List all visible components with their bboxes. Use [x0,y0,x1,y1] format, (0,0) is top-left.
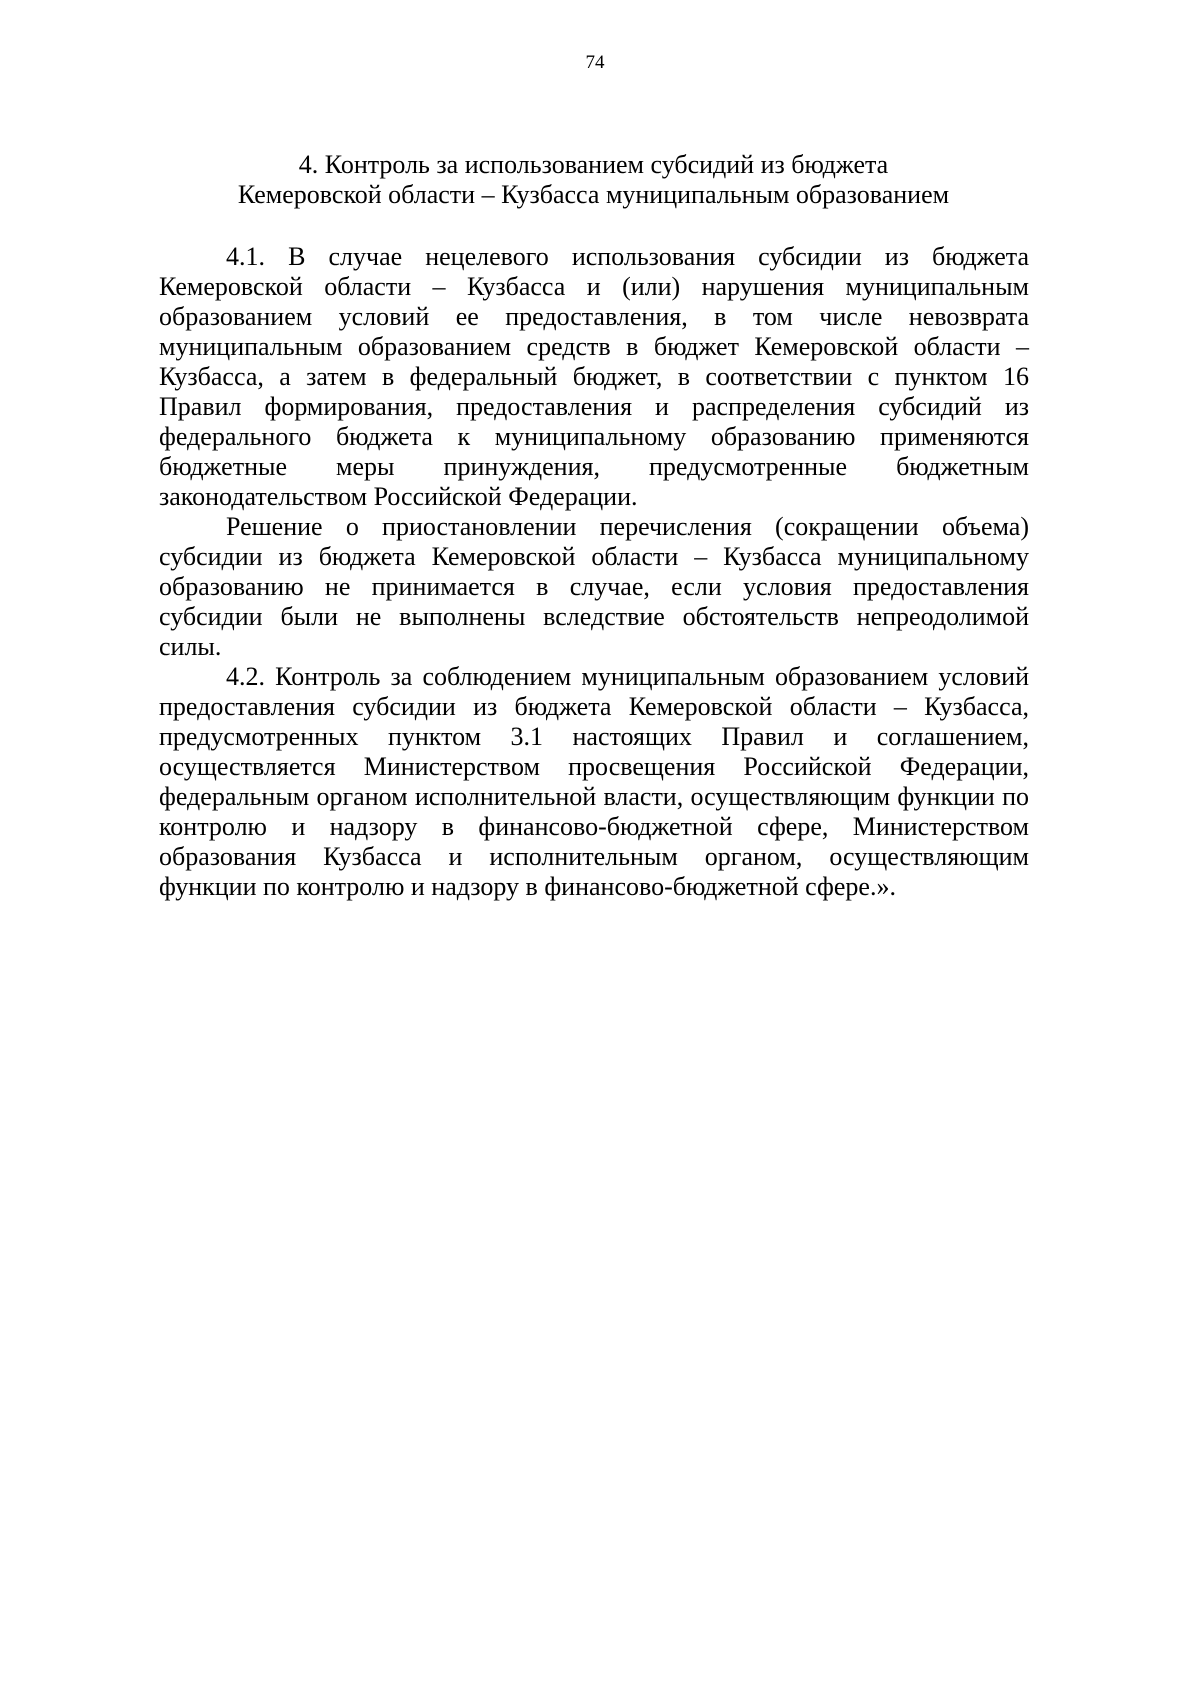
page-number: 74 [585,52,605,73]
section-body [159,242,1029,902]
paragraph-4-2: 4.2. Контроль за соблюдением муниципальным образованием условий предоставления субсидии из бюджета Кемеровской области – Кузбасса, предусмотренных пунктом 3.1 настоящих Правил и соглашением, осуществляется Министерством просвещения Российской Федерации, федеральным органом исполнительной власти, осуществляющим функции по контролю и надзору в финансово-бюджетной сфере, Министерством образования Кузбасса и исполнительным органом, осуществляющим функции по контролю и надзору в финансово-бюджетной сфере.». [159,662,1029,901]
paragraph-suspension-decision: Решение о приостановлении перечисления (сокращении объема) субсидии из бюджета Кемеровской области – Кузбасса муниципальному образованию не принимается в случае, если условия предоставления субсидии были не выполнены вследствие обстоятельств непреодолимой силы. [159,512,1029,661]
section-title-line-2: Кемеровской области – Кузбасса муниципальным образованием [237,180,950,209]
paragraph-4-1: 4.1. В случае нецелевого использования субсидии из бюджета Кемеровской области – Кузбасса и (или) нарушения муниципальным образованием условий ее предоставления, в том числе невозврата муниципальным образованием средств в бюджет Кемеровской области – Кузбасса, а затем в федеральный бюджет, в соответствии с пунктом 16 Правил формирования, предоставления и распределения субсидий из федерального бюджета к муниципальному образованию применяются бюджетные меры принуждения, предусмотренные бюджетным законодательством Российской Федерации. [159,242,1029,511]
section-title [159,150,1028,210]
section-title-line-1: 4. Контроль за использованием субсидий из бюджета [298,150,889,179]
